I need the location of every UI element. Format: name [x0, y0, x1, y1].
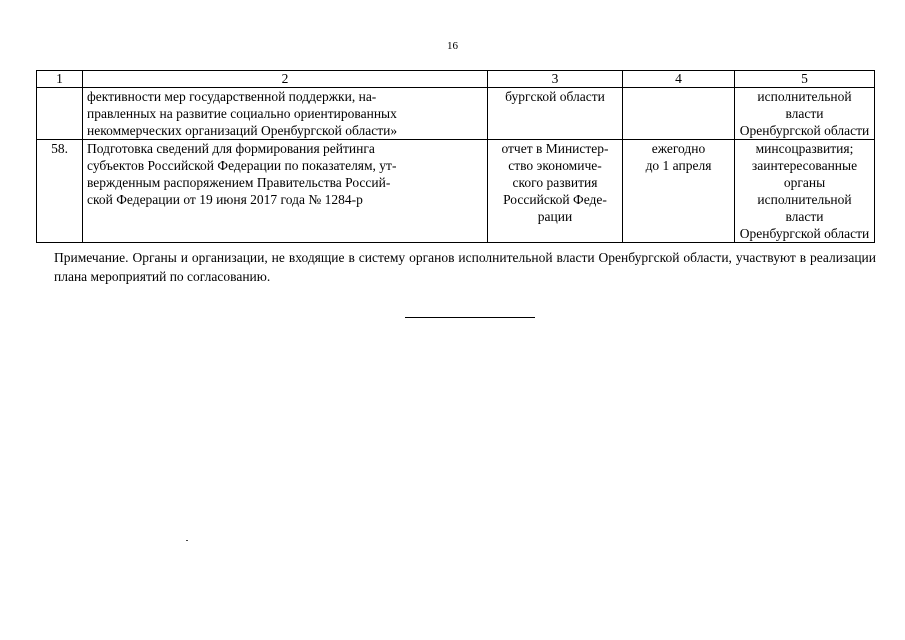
description-line: вержденным распоряжением Правительства Россий- [87, 175, 391, 190]
form-line: рации [537, 209, 573, 224]
footnote-text: Примечание. Органы и организации, не входящие в систему органов исполнительной власти Оренбургской области, участвуют в реализации плана мероприятий по согласованию. [54, 250, 876, 284]
scan-dot [186, 540, 188, 541]
form-line: ство экономиче- [508, 158, 602, 173]
responsible-cell [735, 140, 875, 243]
table-row [37, 140, 875, 243]
form-cell [488, 88, 623, 140]
form-line: Российской Феде- [503, 192, 607, 207]
form-line: отчет в Министер- [501, 141, 609, 156]
table-header-row [37, 71, 875, 88]
column-number-1: 1 [37, 71, 83, 88]
deadline-cell [623, 140, 735, 243]
table-row [37, 88, 875, 140]
row-number-cell [37, 88, 83, 140]
column-number-4: 4 [623, 71, 735, 88]
responsible-cell [735, 88, 875, 140]
column-number-2: 2 [83, 71, 488, 88]
description-line: некоммерческих организаций Оренбургской области» [87, 123, 398, 138]
closing-divider [405, 317, 535, 318]
row-number-cell: 58. [37, 140, 83, 243]
description-line: фективности мер государственной поддержки, на- [87, 89, 377, 104]
deadline-line: ежегодно [651, 141, 706, 156]
column-number-3: 3 [488, 71, 623, 88]
responsible-line: Оренбургской области [739, 226, 870, 241]
column-number-5: 5 [735, 71, 875, 88]
form-line: ского развития [512, 175, 598, 190]
description-cell [83, 140, 488, 243]
responsible-line: заинтересованные органы [751, 158, 858, 190]
responsible-line: исполнительной власти [757, 89, 852, 121]
description-line: Подготовка сведений для формирования рейтинга [87, 141, 375, 156]
description-line: правленных на развитие социально ориентированных [87, 106, 397, 121]
deadline-line: до 1 апреля [645, 158, 712, 173]
responsible-line: минсоцразвития; [755, 141, 854, 156]
description-line: субъектов Российской Федерации по показателям, ут- [87, 158, 397, 173]
deadline-cell [623, 88, 735, 140]
responsible-line: исполнительной власти [757, 192, 852, 224]
responsible-line: Оренбургской области [739, 123, 870, 138]
description-cell [83, 88, 488, 140]
form-cell [488, 140, 623, 243]
form-line: бургской области [505, 89, 605, 104]
plan-table [36, 70, 875, 243]
page-number: 16 [447, 40, 458, 52]
description-line: ской Федерации от 19 июня 2017 года № 1284-р [87, 192, 363, 207]
